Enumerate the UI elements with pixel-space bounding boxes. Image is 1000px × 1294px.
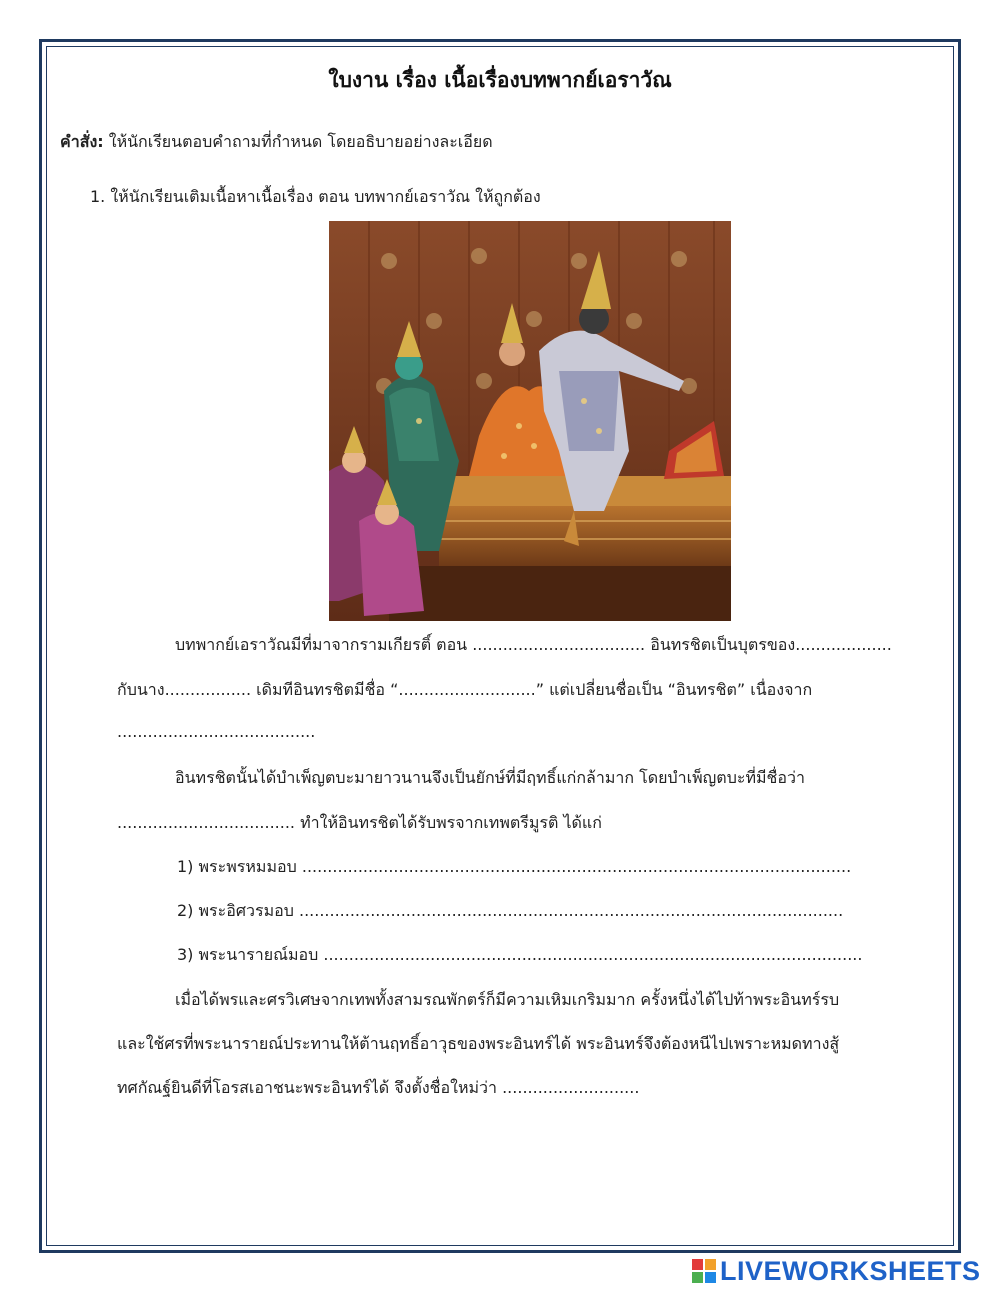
logo-blocks-icon: [692, 1259, 716, 1283]
instruction: [60, 130, 493, 155]
worksheet-title: ใบงาน เรื่อง เนื้อเรื่องบทพากย์เอราวัณ: [328, 68, 672, 92]
fill-line-6: เมื่อได้พรและศรวิเศษจากเทพทั้งสามรณพักตร์ก็มีความเหิมเกริมมาก ครั้งหนึ่งได้ไปท้าพระอินทร์รบ: [175, 990, 840, 1009]
fill-line-2: กับนาง................. เดิมทีอินทรชิตมีชื่อ “...........................” แต่เปลี่ยนชื่อเป็น “อินทรชิต” เนื่องจาก: [117, 680, 813, 699]
logo-text: LIVEWORKSHEETS: [720, 1255, 981, 1286]
instruction-label: คำสั่ง:: [60, 132, 104, 151]
fill-line-5: ................................... ทำให้อินทรชิตได้รับพรจากเทพตรีมูรติ ได้แก่: [117, 813, 602, 832]
blessing-2: 2) พระอิศวรมอบ ...........................................................................................................: [177, 901, 844, 920]
blessing-1: 1) พระพรหมมอบ ............................................................................................................: [177, 857, 852, 876]
fill-line-4: อินทรชิตนั้นได้บำเพ็ญตบะมายาวนานจึงเป็นยักษ์ที่มีฤทธิ์แก่กล้ามาก โดยบำเพ็ญตบะที่มีชื่อว่า: [175, 768, 805, 787]
fill-line-1: บทพากย์เอราวัณมีที่มาจากรามเกียรติ์ ตอน .................................. อินทรชิตเป็นบุตรของ...................: [175, 635, 892, 654]
fill-line-3: .......................................: [117, 722, 316, 741]
fill-line-7: และใช้ศรที่พระนารายณ์ประทานให้ต้านฤทธิ์อาวุธของพระอินทร์ได้ พระอินทร์จึงต้องหนีไปเพราะหมดทางสู้: [117, 1034, 840, 1053]
liveworksheets-logo: [692, 1256, 981, 1286]
instruction-text: ให้นักเรียนตอบคำถามที่กำหนด โดยอธิบายอย่างละเอียด: [103, 132, 493, 151]
khon-performance-photo: [329, 221, 731, 621]
fill-line-8: ทศกัณฐ์ยินดีที่โอรสเอาชนะพระอินทร์ได้ จึงตั้งชื่อใหม่ว่า ...........................: [117, 1078, 640, 1097]
question-1: 1. ให้นักเรียนเติมเนื้อหาเนื้อเรื่อง ตอน บทพากย์เอราวัณ ให้ถูกต้อง: [90, 187, 541, 206]
blessing-3: 3) พระนารายณ์มอบ ..........................................................................................................: [177, 945, 863, 964]
